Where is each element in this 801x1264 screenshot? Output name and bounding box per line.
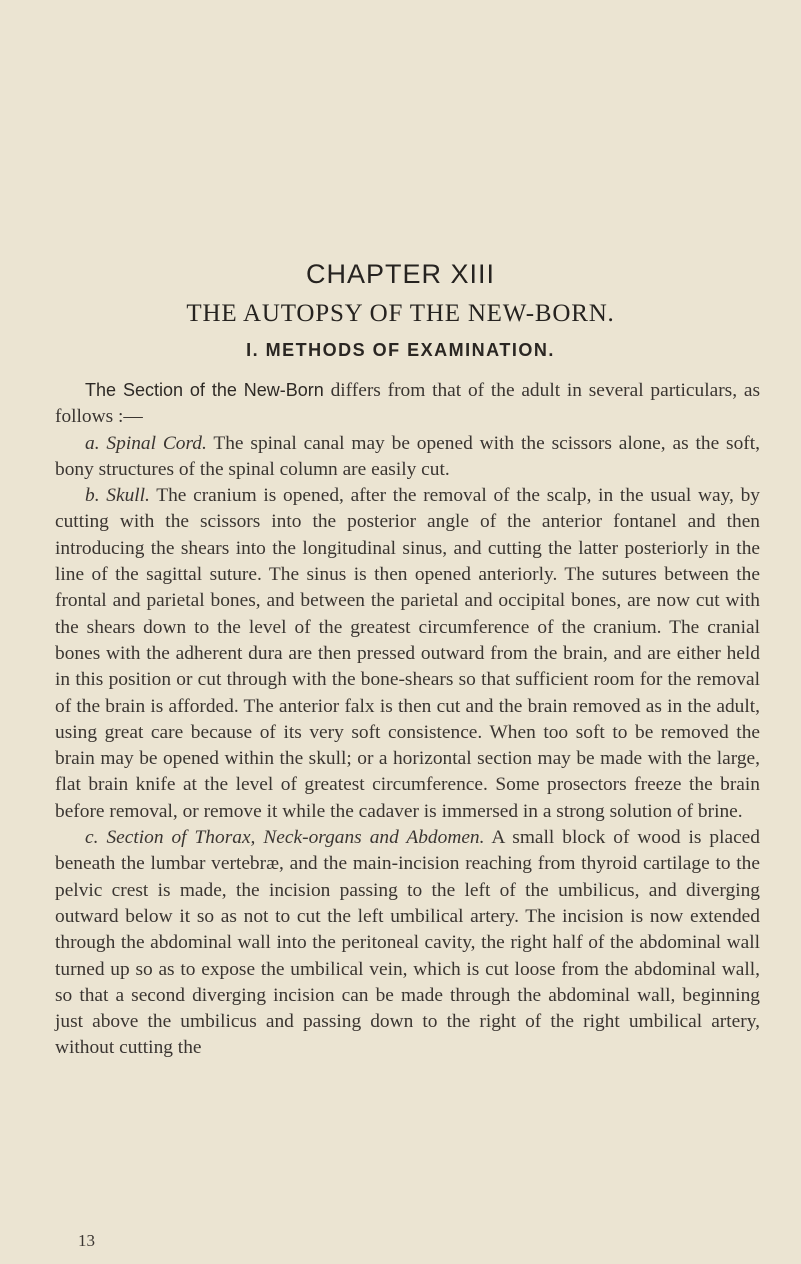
chapter-title: THE AUTOPSY OF THE NEW-BORN. [186, 300, 615, 327]
paragraph-label: Spinal Cord. [106, 432, 207, 454]
chapter-heading: CHAPTER XIII [305, 259, 496, 289]
paragraph-spinal-cord [55, 431, 760, 484]
intro-text: differs from that of the adult in several particulars, as follows :— [55, 380, 761, 428]
page-number: 13 [78, 1231, 95, 1250]
body-text [55, 377, 760, 1062]
section-heading: I. METHODS OF EXAMINATION. [246, 340, 555, 360]
intro-lead: The Section of the New-Born [85, 380, 324, 400]
paragraph-label: Skull. [106, 485, 150, 507]
paragraph-label: Section of Thorax, Neck-organs and Abdomen. [106, 827, 485, 849]
intro-paragraph [55, 377, 760, 431]
paragraph-marker: b. [85, 485, 100, 507]
paragraph-text: The cranium is opened, after the removal of the scalp, in the usual way, by cutting with the scissors into the posterior angle of the anterior fontanel and then introducing the shears into the longitudinal sinus, and cutting the latter posteriorly in the line of the sagittal suture. The sinus is then opened anteriorly. The sutures between the frontal and parietal bones, and between the parietal and occipital bones, are now cut with the shears down to the level of the greatest circumference of the cranium. The cranial bones with the adherent dura are then pressed outward from the brain, and are either held in this position or cut through with the bone-shears so that sufficient room for the removal of the brain is afforded. The anterior falx is then cut and the brain removed as in the adult, using great care because of its very soft consistence. When too soft to be removed the brain may be opened within the skull; or a horizontal section may be made with the large, flat brain knife at the level of greatest circumference. Some prosectors freeze the brain before removal, or remove it while the cadaver is immersed in a strong solution of brine. [55, 485, 760, 822]
paragraph-text: The spinal canal may be opened with the scissors alone, as the soft, bony structures of the spinal column are easily cut. [55, 432, 760, 480]
paragraph-skull [55, 483, 760, 825]
paragraph-marker: c. [85, 827, 99, 849]
paragraph-marker: a. [85, 432, 100, 454]
paragraph-thorax-neck-abdomen [55, 825, 760, 1062]
paragraph-text: A small block of wood is placed beneath the lumbar vertebræ, and the main-incision reaching from thyroid cartilage to the pelvic crest is made, the incision passing to the left of the umbilicus, and diverging outward below it so as not to cut the left umbilical artery. The incision is now extended through the abdominal wall into the peritoneal cavity, the right half of the abdominal wall turned up so as to expose the umbilical vein, which is cut loose from the abdominal wall, so that a second diverging incision can be made through the abdominal wall, beginning just above the umbilicus and passing down to the right of the right umbilical artery, without cutting the [55, 827, 760, 1059]
